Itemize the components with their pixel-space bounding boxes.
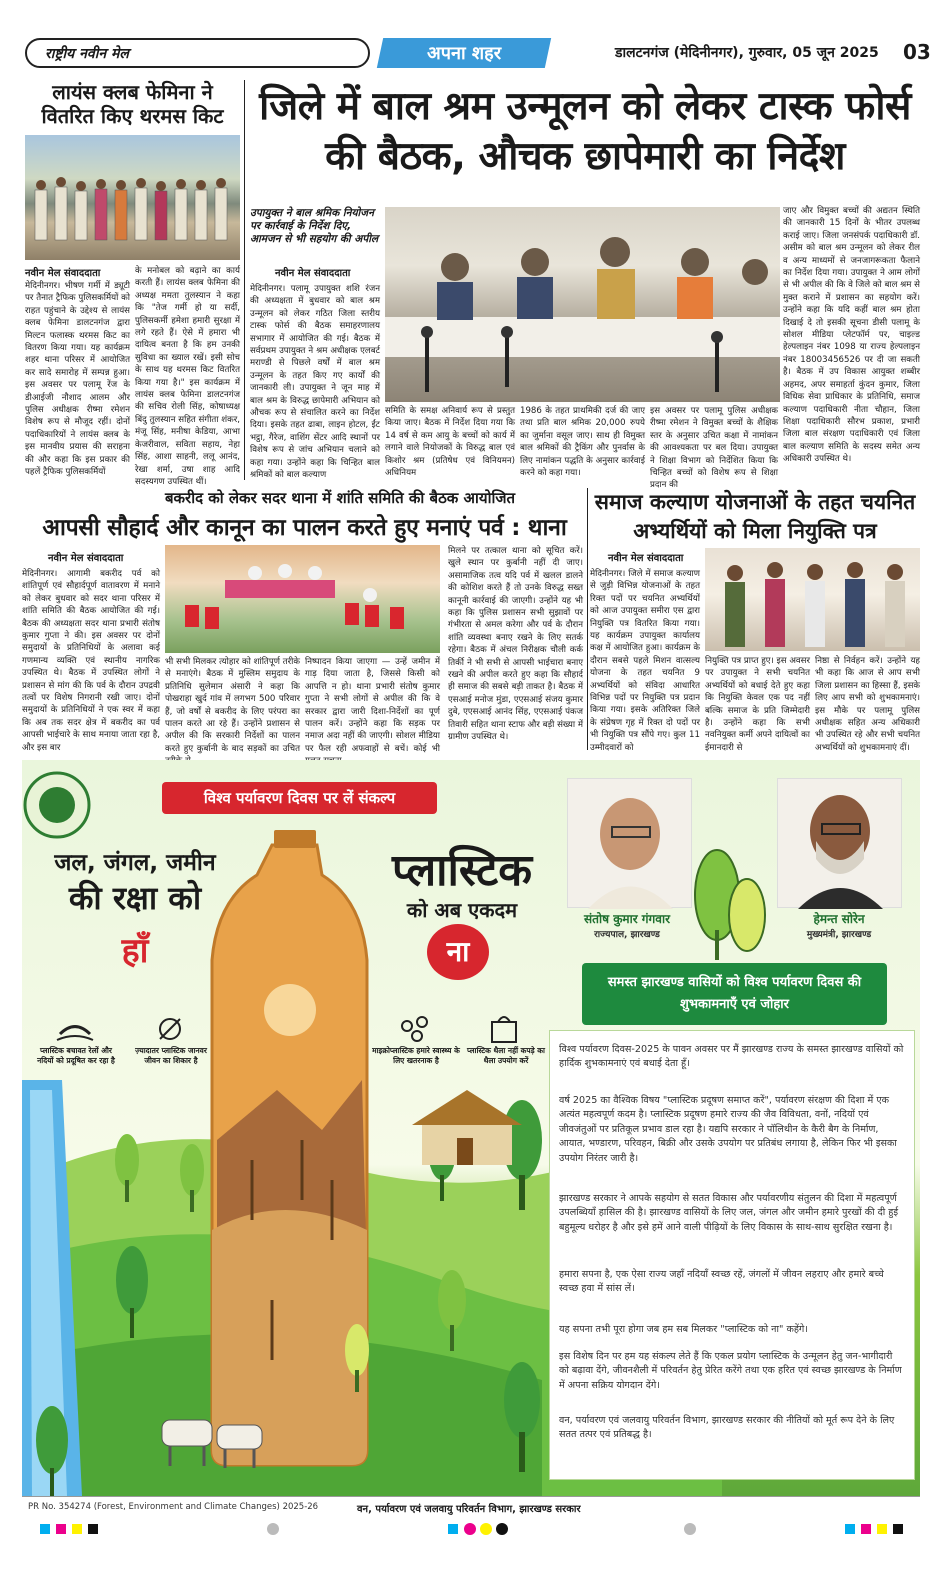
cloth-bag-icon: [484, 1014, 524, 1044]
ad-left-line-1: जल, जंगल, जमीन: [54, 850, 216, 876]
dateline: डालटनगंज (मेदिनीनगर), गुरुवार, 05 जून 2025: [615, 45, 879, 61]
message-paragraph-5: यह सपना तभी पूरा होगा जब हम सब मिलकर "प्लास्टिक को ना" कहेंगे।: [559, 1324, 808, 1335]
message-paragraph-3: झारखण्ड सरकार ने आपके सहयोग से सतत विकास और पर्यावरणीय संतुलन की दिशा में महत्वपूर्ण उपलब्धियाँ हासिल की है। झारखण्ड वासियों के लिए जल, जंगल और जमीन हमारे पुरखों की दी हुई बहुमूल्य धरोहर है और इसे हमें आने वाली पीढ़ियों के लिए विकास के साथ-साथ सुरक्षित रखना है।: [559, 1193, 899, 1233]
lead-byline: नवीन मेल संवाददाता: [275, 268, 351, 279]
ad-right-slogan: [367, 845, 557, 923]
message-paragraph-7: वन, पर्यावरण एवं जलवायु परिवर्तन विभाग, झारखण्ड सरकार की नीतियों को मूर्त रूप देने के लिए सतत तत्पर एवं प्रतिबद्ध है।: [559, 1415, 895, 1441]
police-photo-scene: [165, 545, 440, 653]
lead-column-4: इस अवसर पर पलामू पुलिस अधीक्षक रीष्मा रमेशन ने विमुक्त बच्चों के शैक्षिक स्तर के अनुसार उचित कक्षा में नामांकन की आवश्यकता पर बल दिया। उपायुक्त ने शिक्षा विभाग को निर्देशित किया कि चिन्हित बच्चों को विशेष रूप से शिक्षा प्रदान की: [650, 406, 778, 491]
section-label-text: अपना शहर: [426, 43, 502, 64]
police-column-4: मिलने पर तत्काल थाना को सूचित करें। खुले स्थान पर कुर्बानी नहीं दी जाए। असामाजिक तत्व यदि पर्व में खलल डालने की कोशिश करते हैं तो उनके विरुद्ध सख्त कानूनी कार्रवाई की जाएगी। उन्होंने यह भी कहा कि पुलिस प्रशासन सभी सुझावों पर गंभीरता से अमल करेगा और पर्व के दौरान शांति व्यवस्था बनाए रखने के लिए सतर्क रहेगा। बैठक में अंचल निरीक्षक चौली कर्क तिर्की ने भी सभी से आपसी भाईचारा बनाए रखने की अपील करते हुए कहा कि सौहार्द ही समाज की सबसे बड़ी ताकत है। बैठक में एसआई मनोज मुंडा, एएसआई संजय कुमार दुबे, एएसआई आनंद सिंह, एएसआई पंकज तिवारी सहित थाना स्टाफ और बड़ी संख्या में ग्रामीण उपस्थित थे।: [448, 546, 583, 743]
lions-column-1: मेदिनीनगर। भीषण गर्मी में ड्यूटी पर तैनात ट्रैफिक पुलिसकर्मियों को राहत पहुंचाने के उद्देश्य से लायंस क्लब फेमिना डालटनगंज द्वारा मिल्टन फलास्क थरमस किट का वितरण किया गया। यह कार्यक्रम शहर थाना परिसर में आयोजित कर सादे समारोह में सम्पन्न हुआ। इस अवसर पर पलामू रेंज के डीआईजी नौशाद आलम और पुलिस अधीक्षक रीष्मा रमेशन विशेष रूप से मौजूद रहीं। दोनों पदाधिकारियों ने लायंस क्लब के इस मानवीय प्रयास की सराहना की और कहा कि इस प्रकार की पहलें ट्रैफिक पुलिसकर्मियों: [25, 281, 130, 478]
lead-column-5: जाए और विमुक्त बच्चों की अद्यतन स्थिति की जानकारी 15 दिनों के भीतर उपलब्ध कराई जाए। जिला जनसंपर्क पदाधिकारी डॉ. असीम को बाल श्रम उन्मूलन को लेकर रील व अन्य माध्यमों से जनजागरूकता फैलाने का निर्देश दिया गया। उपायुक्त ने आम लोगों से भी अपील की कि वे जिले को बाल श्रम से मुक्त कराने में प्रशासन का सहयोग करें। उन्होंने कहा कि यदि कहीं बाल श्रम होता दिखाई दे तो इसकी सूचना डीसी पलामू के सोशल मीडिया प्लेटफॉर्म पर, चाइल्ड हेल्पलाइन नंबर 1098 या राज्य हेल्पलाइन नंबर 18003456526 पर दी जा सकती है। बैठक में उप विकास आयुक्त शब्बीर अहमद, अपर समाहर्ता कुंदन कुमार, जिला विधिक सेवा प्राधिकार के प्रतिनिधि, समाज कल्याण पदाधिकारी नीता चौहान, जिला शिक्षा पदाधिकारी सौरभ प्रकाश, प्रभारी जिला बाल संरक्षण पदाधिकारी एवं जिला बाल कल्याण समिति के सदस्य समेत अन्य अधिकारी उपस्थित थे।: [783, 206, 920, 465]
department-credit: वन, पर्यावरण एवं जलवायु परिवर्तन विभाग, झारखण्ड सरकार: [357, 1504, 581, 1515]
column-divider: [587, 488, 588, 750]
chief-minister-portrait: [777, 778, 902, 908]
ad-right-line-1: प्लास्टिक: [391, 845, 533, 896]
pr-number: PR No. 354274 (Forest, Environment and Climate Changes) 2025-26: [28, 1502, 319, 1512]
lions-photo: [25, 135, 240, 260]
print-registration-marks: [0, 1520, 945, 1540]
lead-deck: उपायुक्त ने बाल श्रमिक नियोजन पर कार्रवाई के निर्देश दिए, आमजन से भी सहयोग की अपील: [250, 207, 379, 245]
ad-haan-mark: हाँ: [121, 931, 149, 971]
masthead: [25, 38, 931, 68]
samaj-byline: नवीन मेल संवाददाता: [608, 553, 684, 564]
column-divider: [244, 80, 245, 480]
chief-minister-role: मुख्यमंत्री, झारखण्ड: [806, 930, 872, 940]
ad-icon-caption-4: प्लास्टिक थैला नहीं कपड़े का थैला उपयोग करें: [467, 1046, 545, 1065]
lead-column-2: समिति के समक्ष अनिवार्य रूप से प्रस्तुत किया जाए। बैठक में निर्देश दिया गया कि 14 वर्ष से कम आयु के बच्चों को कार्य में लगाने वाले नियोजकों के विरुद्ध बाल एवं किशोर श्रम (प्रतिषेध एवं विनियमन) अधिनियम: [385, 406, 515, 479]
polluted-water-icon: [55, 1014, 95, 1044]
samaj-column-2: नियुक्ति पत्र प्राप्त हुए। इस अवसर पर उपायुक्त ने सभी चयनित अभ्यर्थियों को बधाई देते हुए कहा कि नियुक्ति केवल एक पद नहीं बल्कि समाज के प्रति जिम्मेदारी है। उन्होंने कहा कि सभी नवनियुक्त कर्मी अपने दायित्वों का ईमानदारी से: [705, 656, 810, 753]
ad-left-line-2: की रक्षा को: [68, 879, 202, 917]
ad-left-slogan: [30, 848, 240, 918]
police-headline: आपसी सौहार्द और कानून का पालन करते हुए मनाएं पर्व : थाना: [42, 515, 567, 541]
samaj-photo: [705, 548, 920, 651]
ad-right-line-2: को अब एकदम: [406, 898, 518, 922]
samaj-column-1: मेदिनीनगर। जिले में समाज कल्याण से जुड़ी विभिन्न योजनाओं के तहत रिक्त पदों पर चयनित अभ्यर्थियों को आज उपायुक्त समीरा एस द्वारा नियुक्ति पत्र वितरित किया गया। यह कार्यक्रम उपायुक्त कार्यालय कक्ष में आयोजित हुआ। कार्यक्रम के दौरान सबसे पहले मिशन वात्सल्य योजना के तहत चयनित 9 अभ्यर्थियों को संविदा आधारित विभिन्न पदों पर नियुक्ति पत्र प्रदान किया गया। इसके अतिरिक्त जिले के संप्रेषण गृह में रिक्त दो पदों पर भी नियुक्ति पत्र सौंपे गए। कुल 11 उम्मीदवारों को: [590, 569, 700, 753]
police-strip-headline: बकरीद को लेकर सदर थाना में शांति समिति की बैठक आयोजित: [164, 489, 516, 507]
samaj-column-3: निष्ठा से निर्वहन करें। उन्होंने यह भी कहा कि आज से आप सभी जिला प्रशासन का हिस्सा हैं, इसके लिए आप सभी को शुभकामनाएं। इस मौके पर पलामू पुलिस अधीक्षक सहित अन्य अधिकारी भी उपस्थित रहे और सभी चयनित अभ्यर्थियों को शुभकामनाएं दीं।: [815, 656, 920, 753]
police-column-3: निष्पादन किया जाएगा — उन्हें जमीन में गाड़ दिया जाता है, जिससे किसी को आपत्ति न हो। थाना प्रभारी संतोष कुमार गुप्ता ने सभी लोगों से अपील की कि वे सरकार द्वारा जारी दिशा-निर्देशों का पूर्ण पालन करें। उन्होंने कहा कि सड़क पर नमाज अदा नहीं की जाएगी। सोशल मीडिया पर फैल रही अफवाहों से बचें। कोई भी: [305, 657, 440, 754]
samaj-photo-scene: [705, 548, 920, 651]
lions-column-2: के मनोबल को बढ़ाने का कार्य करती हैं। लायंस क्लब फेमिना की अध्यक्ष ममता तुलस्यान ने कहा कि "तेज गर्मी हो या सर्दी, पुलिसकर्मी हमेशा हमारी सुरक्षा में लगे रहते हैं। ऐसे में हमारा भी दायित्व बनता है कि हम उनकी सुविधा का ख्याल रखें। इसी सोच के साथ यह थरमस किट वितरित किया गया है।" इस कार्यक्रम में लायंस क्लब फेमिना डालटनगंज की सचिव रोली सिंह, कोषाध्यक्ष बिंदु तुलस्यान सहित संगीता शंकर, मंजू सिंह, मनीषा केडिया, आभा केजरीवाल, सविता सहाय, नेहा सिंह, आशा साहनी, ललू आनंद, रेखा शर्मा, उषा शाह आदि सदस्यगण उपस्थित थीं।: [135, 266, 240, 487]
samaj-headline: समाज कल्याण योजनाओं के तहत चयनित अभ्यर्थियों को मिला नियुक्ति पत्र: [594, 490, 916, 543]
lead-column-1: मेदिनीनगर। पलामू उपायुक्त शशि रंजन की अध्यक्षता में बुधवार को बाल श्रम उन्मूलन को लेकर गठित जिला स्तरीय टास्क फोर्स की बैठक समाहरणालय सभागार में आयोजित की गई। बैठक में सर्वप्रथम उपायुक्त ने श्रम अधीक्षक एलबर्ट मराण्डी से पिछले वर्षों में बाल श्रम उन्मूलन के तहत किए गए कार्यों की जानकारी ली। उपायुक्त ने जून माह में बाल श्रम के विरुद्ध छापेमारी अभियान को औचक रूप से संचालित करने का निर्देश दिया। इसके तहत ढाबा, लाइन होटल, ईंट भट्ठा, गैरेज, वाशिंग सेंटर आदि स्थानों पर विशेष रूप से जांच अभियान चलाने को कहा गया। उन्होंने कहा कि चिन्हित बाल श्रमिकों को बाल कल्याण: [250, 284, 380, 481]
ad-icon-caption-3: माइक्रोप्लास्टिक हमारे स्वास्थ्य के लिए खतरनाक है: [372, 1046, 460, 1065]
environment-day-advertisement: [22, 760, 920, 1496]
message-paragraph-4: हमारा सपना है, एक ऐसा राज्य जहाँ नदियाँ स्वच्छ रहें, जंगलों में जीवन लहराए और हमारे बच्चे स्वच्छ हवा में सांस लें।: [559, 1269, 884, 1295]
governor-name: संतोष कुमार गंगवार: [584, 912, 670, 926]
message-paragraph-1: विश्व पर्यावरण दिवस-2025 के पावन अवसर पर मैं झारखण्ड राज्य के समस्त झारखण्ड वासियों को हार्दिक शुभकामनाएं एवं बधाई देता हूँ।: [559, 1044, 904, 1070]
police-photo: [165, 545, 440, 653]
page-number: 03: [903, 40, 931, 64]
message-paragraph-2: वर्ष 2025 का वैश्विक विषय "प्लास्टिक प्रदूषण समाप्त करें", पर्यावरण संरक्षण की दिशा में एक अत्यंत महत्वपूर्ण कदम है। प्लास्टिक प्रदूषण हमारे राज्य की जैव विविधता, वनों, नदियों एवं जीवजंतुओं पर प्रतिकूल प्रभाव डाल रहा है। यद्यपि सरकार ने पॉलिथीन के कैरी बैग के निर्माण, आयात, भण्डारण, परिवहन, बिक्री और उसके उपयोग पर प्रतिबंध लगाया है, लेकिन फिर भी इसका उपयोग निरंतर जारी है।: [559, 1095, 897, 1164]
section-label: [377, 38, 551, 68]
lead-photo-meeting: [385, 207, 780, 402]
lions-headline: लायंस क्लब फेमिना ने वितरित किए थरमस किट: [41, 80, 224, 128]
governor-portrait: [567, 778, 692, 908]
newspaper-brand: राष्ट्रीय नवीन मेल: [25, 38, 370, 68]
governor-role: राज्यपाल, झारखण्ड: [594, 930, 660, 940]
ad-icon-caption-1: प्लास्टिक बचावत रेलों और नदियों को प्रदूषित कर रहा है: [37, 1046, 115, 1065]
chief-minister-portrait-figure: [778, 779, 903, 909]
ad-banner: विश्व पर्यावरण दिवस पर लें संकल्प: [162, 782, 437, 814]
greeting-banner: समस्त झारखण्ड वासियों को विश्व पर्यावरण दिवस की शुभकामनाएँ एवं जोहार: [582, 963, 887, 1025]
police-byline: नवीन मेल संवाददाता: [48, 553, 124, 564]
ad-footer: [22, 1496, 920, 1516]
lead-photo-scene: [385, 207, 780, 402]
lions-byline: नवीन मेल संवाददाता: [25, 268, 101, 279]
police-column-2: भी सभी मिलकर त्योहार को शांतिपूर्ण तरीके से मनाएंगे। बैठक में मुस्लिम समुदाय के प्रतिनिधि सुलेमान अंसारी ने कहा कि पोखराहा खुर्द गांव में लगभग 500 परिवार हैं, जो वर्षों से बकरीद के लिए परंपरा का पालन करते आ रहे हैं। उन्होंने प्रशासन से अपील की कि सरकारी निर्देशों का पालन करते हुए कुर्बानी के बाद सड़कों का उचित: [165, 657, 300, 754]
message-paragraph-6: इस विशेष दिन पर हम यह संकल्प लेते हैं कि एकल प्रयोग प्लास्टिक के उन्मूलन हेतु जन-भागीदारी को बढ़ावा देंगे, जीवनशैली में परिवर्तन हेतु प्रेरित करेंगे तथा एक हरित एवं स्वच्छ झारखण्ड के निर्माण में अपना सक्रिय योगदान देंगे।: [559, 1351, 902, 1391]
lions-photo-figures: [25, 135, 240, 260]
lead-column-3: 1986 के तहत प्राथमिकी दर्ज की जाए तथा प्रति बाल श्रमिक 20,000 रुपये का जुर्माना वसूल जाए। साथ ही विमुक्त बाल श्रमिकों की ट्रैकिंग और पुनर्वास के लिए नामांकन पद्धति के अनुसार कार्रवाई करने को कहा गया।: [520, 406, 645, 479]
lead-headline: जिले में बाल श्रम उन्मूलन को लेकर टास्क फोर्स की बैठक, औचक छापेमारी का निर्देश: [259, 84, 911, 179]
police-column-1: मेदिनीनगर। आगामी बकरीद पर्व को शांतिपूर्ण एवं सौहार्दपूर्ण वातावरण में मनाने को लेकर बुधवार को सदर थाना परिसर में शांति समिति की बैठक आयोजित की गई। बैठक की अध्यक्षता सदर थाना प्रभारी संतोष कुमार गुप्ता ने की। इस अवसर पर दोनों समुदायों के प्रतिनिधियों के अलावा कई गणमान्य व्यक्ति एवं स्थानीय नागरिक उपस्थित थे। बैठक में उपस्थित लोगों ने प्रशासन से मांग की कि पर्व के दौरान उपद्रवी तत्वों पर विशेष निगरानी रखी जाए। दोनों समुदायों के प्रतिनिधियों ने एक स्वर में कहा कि अब तक सदर क्षेत्र में बकरीद का पर्व आपसी भाईचारे के साथ मनाया जाता रहा है, और इस बार: [22, 569, 160, 753]
governor-portrait-figure: [568, 779, 693, 909]
microplastic-icon: [397, 1014, 437, 1044]
animal-harm-icon: [150, 1014, 190, 1044]
ad-naa-mark: ना: [427, 924, 489, 980]
ad-icon-caption-2: ज़्यादातर प्लास्टिक जानवर जीवन का शिकार है: [135, 1046, 207, 1065]
chief-minister-name: हेमन्त सोरेन: [813, 912, 865, 926]
